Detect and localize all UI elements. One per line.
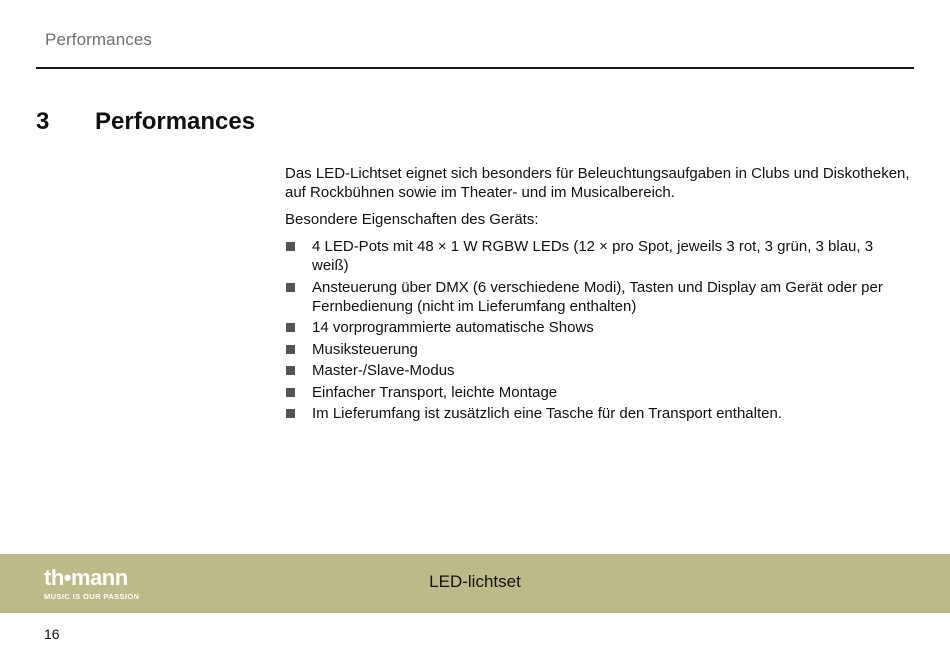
feature-item xyxy=(285,318,910,337)
content-body xyxy=(285,164,910,426)
chapter-number: 3 xyxy=(36,108,50,135)
chapter-title: Performances xyxy=(95,108,256,135)
feature-text: Musiksteuerung xyxy=(312,340,418,358)
feature-text: Master-/Slave-Modus xyxy=(312,362,455,379)
feature-item xyxy=(285,361,910,380)
thomann-logo xyxy=(44,566,164,602)
square-bullet-icon xyxy=(286,323,295,332)
feature-item xyxy=(285,278,910,316)
product-name: LED-lichtset xyxy=(429,572,521,591)
logo-wordmark: th•mann xyxy=(44,565,128,590)
footer-band xyxy=(0,554,950,613)
running-header: Performances xyxy=(45,30,153,49)
feature-text: 14 vorprogrammierte automatische Shows xyxy=(312,319,594,336)
feature-text: Im Lieferumfang ist zusätzlich eine Tasche für den Transport enthalten. xyxy=(312,405,782,422)
intro-paragraph: Das LED-Lichtset eignet sich besonders für Beleuchtungsaufgaben in Clubs und Diskotheken, auf Rockbühnen sowie im Theater- und im Musicalbereich. xyxy=(285,165,910,201)
header-rule xyxy=(36,67,914,69)
square-bullet-icon xyxy=(286,388,295,397)
square-bullet-icon xyxy=(286,345,295,354)
features-heading: Besondere Eigenschaften des Geräts: xyxy=(285,211,539,228)
feature-text: 4 LED-Pots mit 48 × 1 W RGBW LEDs (12 × pro Spot, jeweils 3 rot, 3 grün, 3 blau, 3 weiß) xyxy=(312,238,874,274)
square-bullet-icon xyxy=(286,409,295,418)
square-bullet-icon xyxy=(286,242,295,251)
feature-text: Ansteuerung über DMX (6 verschiedene Modi), Tasten und Display am Gerät oder per Fernbedienung (nicht im Lieferumfang enthalten) xyxy=(312,278,883,315)
logo-tagline: MUSIC IS OUR PASSION xyxy=(44,592,140,601)
feature-text: Einfacher Transport, leichte Montage xyxy=(312,383,558,401)
feature-item xyxy=(285,340,910,359)
square-bullet-icon xyxy=(286,366,295,375)
features-list xyxy=(285,237,910,423)
feature-item xyxy=(285,404,910,423)
page-number: 16 xyxy=(44,626,60,642)
feature-item xyxy=(285,383,910,402)
square-bullet-icon xyxy=(286,283,295,292)
feature-item xyxy=(285,237,910,275)
